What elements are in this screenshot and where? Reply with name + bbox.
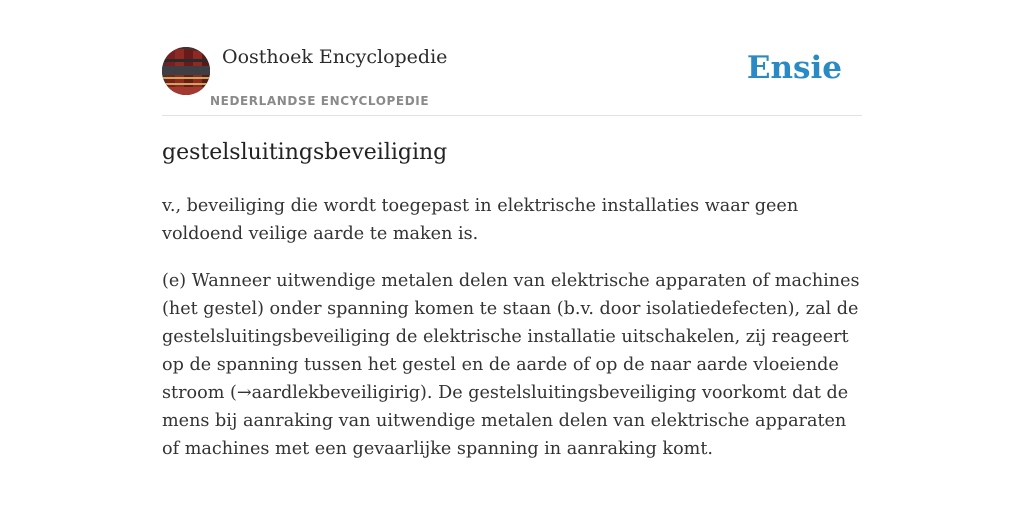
cross-reference-link[interactable]: →aardlekbeveiligirig xyxy=(236,383,421,403)
site-tagline: NEDERLANDSE ENCYCLOPEDIE xyxy=(210,94,430,108)
paragraph-text: (e) Wanneer uitwendige metalen delen van elektrische apparaten of machines (het gestel) onder spanning komen te staan (b.v. door isolatiedefecten), zal de gestelsluitingsbeveiliging de elektrische installatie uitschakelen, zij reageert op de spanning tussen het gestel en de aarde of op de naar aarde vloeiende stroom ( xyxy=(162,271,860,403)
site-header xyxy=(162,0,862,116)
page-container xyxy=(162,0,862,459)
article-paragraph: v., beveiliging die wordt toegepast in elektrische installaties waar geen voldoend veilige aarde te maken is. xyxy=(162,196,799,244)
ensie-logo-link[interactable]: Ensie xyxy=(746,50,842,86)
article-paragraph xyxy=(162,267,862,463)
article-title: gestelsluitingsbeveiliging xyxy=(162,140,448,165)
article-body xyxy=(162,192,862,482)
encyclopedia-books-icon[interactable] xyxy=(162,47,210,95)
paragraph-text: ). De gestelsluitingsbeveiliging voorkomt dat de mens bij aanraking van uitwendige metalen delen van elektrische apparaten of machines met een gevaarlijke spanning in aanraking komt. xyxy=(162,383,849,459)
site-name[interactable]: Oosthoek Encyclopedie xyxy=(222,46,448,68)
